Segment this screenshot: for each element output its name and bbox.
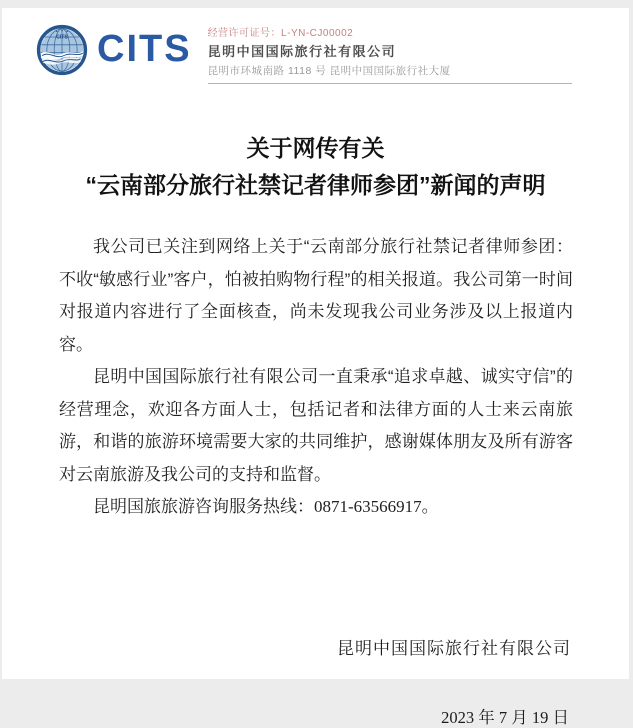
signature-company: 昆明中国国际旅行社有限公司 bbox=[2, 634, 571, 659]
cits-globe-logo-icon bbox=[36, 24, 88, 76]
letterhead bbox=[36, 22, 629, 84]
paragraph-hotline: 昆明国旅旅游咨询服务热线：0871-63566917。 bbox=[59, 491, 573, 524]
statement-title-line1: 关于网传有关 bbox=[2, 130, 629, 167]
statement-body bbox=[59, 231, 573, 524]
paragraph-company-values: 昆明中国国际旅行社有限公司一直秉承“追求卓越、诚实守信”的经营理念，欢迎各方面人士，包括记者和法律方面的人士来云南旅游，和谐的旅游环境需要大家的共同维护，感谢媒体朋友及所有游客对云南旅游及我公司的支持和监督。 bbox=[59, 361, 573, 491]
statement-document-page bbox=[2, 8, 629, 679]
letterhead-info bbox=[208, 24, 572, 84]
statement-date: 2023 年 7 月 19 日 bbox=[2, 704, 569, 728]
paragraph-report-noticed: 我公司已关注到网络上关于“云南部分旅行社禁记者律师参团：不收“敏感行业”客户，怕被拍购物行程”的相关报道。我公司第一时间对报道内容进行了全面核查，尚未发现我公司业务涉及以上报道内容。 bbox=[59, 231, 573, 361]
statement-title bbox=[2, 130, 629, 204]
license-number: 经营许可证号：L-YN-CJ00002 bbox=[208, 24, 572, 39]
company-name: 昆明中国国际旅行社有限公司 bbox=[208, 41, 572, 60]
company-address: 昆明市环城南路 1118 号 昆明中国国际旅行社大厦 bbox=[208, 63, 572, 78]
svg-text:CITS: CITS bbox=[56, 34, 68, 40]
cits-wordmark: CITS bbox=[97, 30, 192, 68]
statement-title-line2: “云南部分旅行社禁记者律师参团”新闻的声明 bbox=[2, 167, 629, 204]
